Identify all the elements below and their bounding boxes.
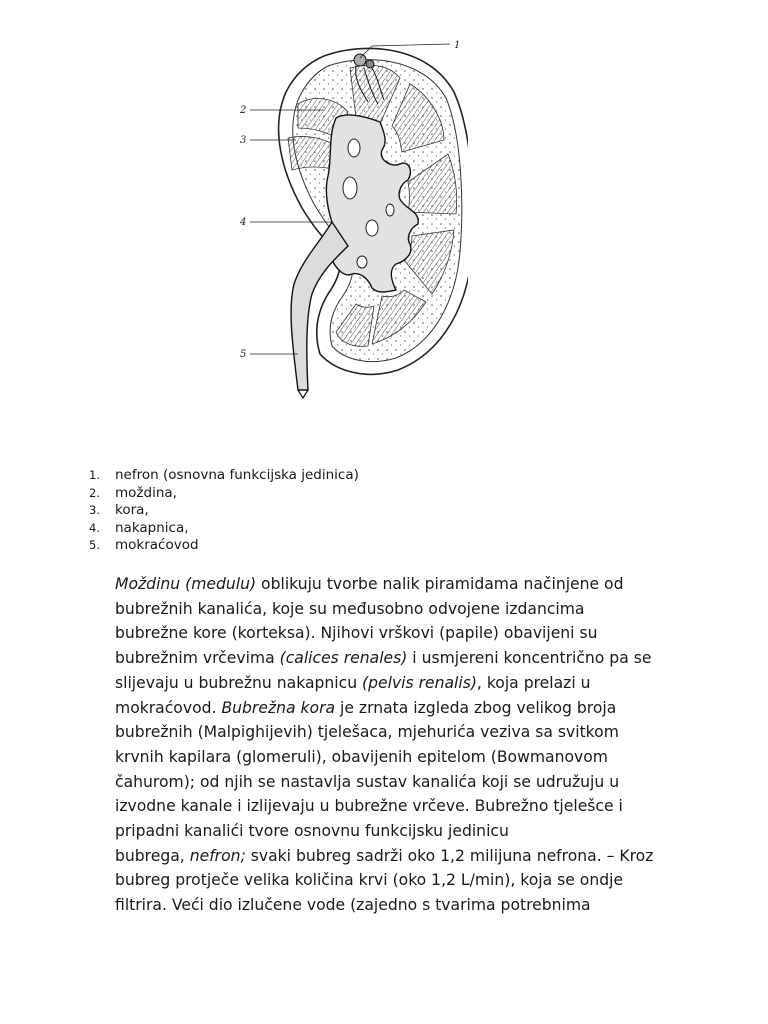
legend-number: 4. [89, 520, 100, 535]
text-run: mokraćovod. [115, 698, 222, 717]
italic-term: Bubrežna kora [221, 698, 336, 717]
text-run: bubrežnim vrčevima [115, 649, 280, 668]
legend-number: 3. [89, 503, 100, 518]
label-5: 5 [240, 349, 247, 360]
legend-item [86, 502, 506, 520]
text-line: bubreg protječe velika količina krvi (oko 1,2 L/min), koja se ondje [115, 871, 624, 890]
text-line: pripadni kanalići tvore osnovnu funkcijsku jedinicu [115, 822, 509, 841]
text-line: bubrežne kore (korteksa). Njihovi vrškovi (papile) obavijeni su [115, 624, 598, 643]
text-line: izvodne kanale i izlijevaju u bubrežne vrčeve. Bubrežno tjelešce i [115, 797, 623, 816]
legend-text: moždina, [115, 484, 177, 501]
italic-term: (pelvis renalis) [362, 673, 477, 692]
legend-list [86, 467, 506, 555]
text-line: čahurom); od njih se nastavlja sustav kanalića koji se udružuju u [115, 772, 620, 791]
text-line [115, 844, 675, 869]
italic-term: Moždinu (medulu) [115, 575, 257, 593]
text-run: je zrnata izgleda zbog velikog broja [335, 698, 617, 717]
text-run: bubrega, [115, 846, 190, 865]
text-line: bubrežnih kanalića, koje su međusobno odvojene izdancima [115, 599, 585, 618]
text-run: slijevaju u bubrežnu nakapnicu [115, 673, 363, 692]
kidney-diagram-svg [232, 32, 468, 400]
italic-term: (calices renales) [279, 649, 408, 668]
legend-text: nefron (osnovna funkcijska jedinica) [115, 467, 359, 483]
label-2: 2 [240, 105, 247, 116]
text-run: i usmjereni koncentrično pa se [407, 649, 652, 668]
text-line [115, 572, 675, 597]
body-paragraph [115, 572, 675, 918]
label-3: 3 [240, 135, 247, 146]
legend-number: 1. [89, 468, 100, 482]
text-line: filtrira. Veći dio izlučene vode (zajedno s tvarima potrebnima [115, 896, 591, 915]
legend-number: 2. [89, 485, 100, 500]
text-run: , koja prelazi u [476, 673, 591, 692]
text-line: bubrežnih (Malpighijevih) tjelešaca, mjehurića veziva sa svitkom [115, 723, 619, 742]
text-line [115, 671, 675, 696]
text-run: svaki bubreg sadrži oko 1,2 milijuna nefrona. – Kroz [245, 846, 654, 865]
legend-item [86, 467, 506, 485]
legend-text: nakapnica, [115, 519, 189, 536]
legend-number: 5. [89, 538, 100, 553]
legend-text: kora, [115, 502, 149, 519]
text-line [115, 696, 675, 721]
label-1: 1 [454, 40, 461, 51]
text-line [115, 646, 675, 671]
legend-text: mokraćovod [115, 537, 199, 554]
text-run: oblikuju tvorbe nalik piramidama načinjene od [256, 575, 624, 593]
text-line: krvnih kapilara (glomeruli), obavijenih epitelom (Bowmanovom [115, 747, 608, 766]
label-4: 4 [240, 217, 247, 228]
italic-term: nefron; [189, 846, 246, 865]
legend-item [86, 537, 506, 555]
ureter-tip [298, 390, 308, 398]
kidney-diagram [232, 32, 468, 400]
legend-item [86, 520, 506, 538]
legend-item [86, 485, 506, 503]
